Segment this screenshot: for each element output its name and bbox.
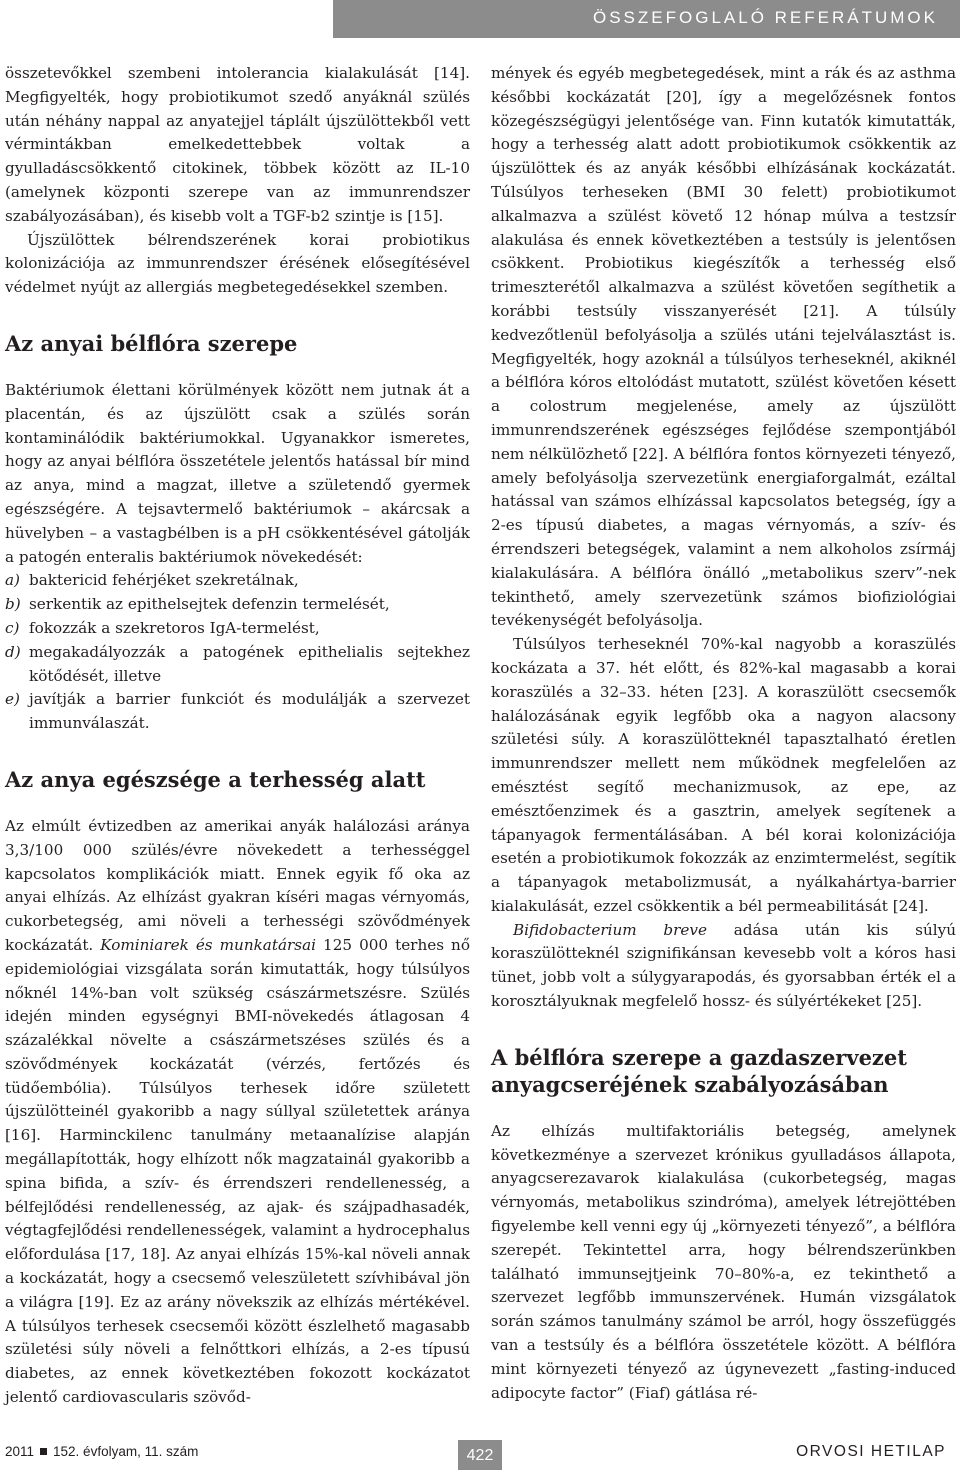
header-bar [333,0,960,38]
section2-paragraph [5,815,470,1410]
list-item [5,617,470,641]
journal-name: ORVOSI HETILAP [796,1443,946,1460]
list-letter: c) [5,618,20,637]
section2-text-1: Az elmúlt évtizedben az amerikai anyák halálozási aránya 3,3/100 000 szülés/évre növekedett a terhességgel kapcsolatos komplikációk miatt. Ennek egyik fő oka az anyai elhízás. Az elhízást gyakran kíséri magas vérnyomás, cukorbetegség, ami növeli a terhességi szövődmények kockázatát. [5,816,470,954]
effects-list [5,569,470,736]
right-paragraph-3-text: adása után kis súlyú koraszülötteknél szignifikánsan kevesebb volt a kóros hasi tünet, jobb volt a súlygyarapodás, és gyorsabban érték el a korosztályuknak megfelelő hossz- és súlyértékeket [25]. [491,920,956,1011]
list-item [5,593,470,617]
list-text: baktericid fehérjéket szekretálnak, [29,571,299,590]
right-paragraph-3 [491,919,956,1014]
section-heading-belflora-anyagcsere: A bélflóra szerepe a gazdaszervezet anyagcseréjének szabályozásában [491,1044,907,1097]
right-column [491,62,956,1405]
page-number [458,1440,502,1470]
right-paragraph-1: mények és egyéb megbetegedések, mint a rák és az asthma későbbi kockázatát [20], így a megelőzésnek fontos közegészségügyi jelentősége van. Finn kutatók kimutatták, hogy a terhesség alatt adott probiotikumok csökkentik az újszülöttek és az anyák későbbi elhízásának kockázatát. Túlsúlyos terheseken (BMI 30 felett) probiotikumot alkalmazva a szülést követő 12 hónap múlva a testzsír alakulása és ennek következtében a testsúly is jelentősen csökkent. Probiotikus kiegészítők a terhesség első trimeszterétől alkalmazva a szülést követően segíthetik a korábbi testsúly visszanyerését [21]. A túlsúly kedvezőtlenül befolyásolja a szülés utáni tejelválasztást is. Megfigyelték, hogy azoknál a túlsúlyos terheseknél, akiknél a bélflóra kóros eltolódást mutatott, szülést követően késett a colostrum megjelenése, amely az újszülött immunrendszerének egészséges fejlődése szempontjából nem nélkülözhető [22]. A bélflóra fontos környezeti tényező, amely befolyásolja szervezetünk energiaforgalmát, ezáltal hatással van számos elhízással kapcsolatos betegség, így a 2-es típusú diabetes, a magas vérnyomás, a szív- és érrendszeri betegségek, valamint a nem alkoholos zsírmáj kialakulására. A bélflóra önálló „metabolikus szerv”-nek tekinthető, amely szervezetünk számos biofiziológiai tevékenységét befolyásolja. [491,64,956,630]
list-letter: a) [5,571,20,590]
section-heading-anyai-belflora: Az anyai bélflóra szerepe [5,330,298,356]
intro-paragraph-1: összetevőkkel szembeni intolerancia kialakulását [14]. Megfigyelték, hogy probiotikumot szedő anyáknál szülés után néhány nappal az anyatejjel táplált újszülöttekből vett vérmintákban emelkedettebbek voltak a gyulladáscsökkentő citokinek, többek között az IL-10 (amelynek központi szerepe van az immunrendszer szabályozásában), és kisebb volt a TGF-b2 szintje is [15]. [5,64,470,225]
section-heading-anya-egeszsege: Az anya egészsége a terhesség alatt [5,766,426,792]
list-text: fokozzák a szekretoros IgA-termelést, [29,618,320,637]
page-number-text: 422 [466,1447,494,1464]
left-column [5,62,470,1410]
list-text: serkentik az epithelsejtek defenzin termelését, [29,595,390,614]
square-bullet-icon [40,1448,47,1455]
footer-issue-info [5,1444,198,1459]
section1-paragraph: Baktériumok élettani körülmények között nem jutnak át a placentán, és az újszülött csak a szülés során kontaminálódik baktériumokkal. Ugyanakkor ismeretes, hogy az anyai bélflóra összetétele jelentős hatással bír mind az anya, mind a magzat, illetve a születendő gyermek egészségére. A tejsavtermelő baktériumok – akárcsak a hüvelyben – a vastagbélben is a pH csökkentésével gátolják a patogén enteralis baktériumok növekedését: [5,380,470,566]
list-letter: e) [5,690,20,709]
section3-paragraph: Az elhízás multifaktoriális betegség, amelynek következménye a szervezet krónikus gyulladásos állapota, anyagcserezavarok kialakulása (cukorbetegség, magas vérnyomás, metabolikus szindróma), amelyek létrejöttében figyelembe kell venni egy új „környezeti tényező”, a bélflóra szerepét. Tekintettel arra, hogy bélrendszerünkben található immunsejtjeink 70–80%-a, ez tekinthető a szervezet legfőbb immunszervének. Humán vizsgálatok során számos tanulmány számol be arról, hogy összefüggés van a testsúly és a bélflóra összetétele között. A bélflóra mint környezeti tényező az úgynevezett „fasting-induced adipocyte factor” (Fiaf) gátlása ré- [491,1121,956,1402]
list-item [5,641,470,689]
right-paragraph-2: Túlsúlyos terheseknél 70%-kal nagyobb a koraszülés kockázata a 37. hét előtt, és 82%-kal magasabb a korai koraszülés a 32–33. héten [23]. A koraszülött csecsemők halálozásának egyik legfőbb oka a nagyon alacsony születési súly. A koraszülötteknél tapasztalható éretlen immunrendszer mellett nem működnek megfelelően az emésztést segítő mechanizmusok, az epe, az emésztőenzimek és a gasztrin, amelyek segítenek a tápanyagok fermentálásában. A bél korai kolonizációja esetén a probiotikumok fokozzák az enzimtermelést, segítik a tápanyagok metabolizmusát, a nyálkahártya-barrier kialakulását, ezzel csökkentik a bél permeabilitását [24]. [491,635,956,915]
list-letter: b) [5,595,21,614]
section-title: ÖSSZEFOGLALÓ REFERÁTUMOK [593,8,938,27]
list-item [5,688,470,736]
intro-paragraph-2: Újszülöttek bélrendszerének korai probiotikus kolonizációja az immunrendszer érésének elősegítésével védelmet nyújt az allergiás megbetegedésekkel szemben. [5,230,470,297]
list-item [5,569,470,593]
list-text: javítják a barrier funkciót és modulálják a szervezet immunválaszát. [29,690,470,733]
author-citation: Kominiarek és munkatársai [100,935,316,954]
footer-year: 2011 [5,1444,35,1459]
footer-volume: 152. évfolyam, 11. szám [53,1444,199,1459]
list-letter: d) [5,642,21,661]
list-text: megakadályozzák a patogének epithelialis sejtekhez kötődését, illetve [29,642,470,685]
section2-text-2: 125 000 terhes nő epidemiológiai vizsgálata során kimutatták, hogy túlsúlyos nőknél 14%-ban volt szükség császármetszésre. Szülés idején minden egységnyi BMI-növekedés átlagosan 4 százalékkal növelte a császármetszéses szülés és a szövődmények kockázatát (vérzés, fertőzés és tüdőembólia). Túlsúlyos terhesek időre született újszülötteinél gyakoribb a nagy súllyal születettek aránya [16]. Harminckilenc tanulmány metaanalízise alapján megállapították, hogy elhízott nők magzatainál gyakoribb a spina bifida, a szív- és érrendszeri rendellenesség, a bélfejlődési rendellenesség, az ajak- és szájpadhasadék, végtagfejlődési rendellenességek, valamint a hydrocephalus előfordulása [17, 18]. Az anyai elhízás 15%-kal növeli annak a kockázatát, hogy a csecsemő veleszületett szívhibával jön a világra [19]. Ez az arány növekszik az elhízás mértékével. A túlsúlyos terhesek csecsemői között észlelhető magasabb születési súly növeli a felnőttkori elhízás, a 2-es típusú diabetes, az ennek következtében fokozott kockázatot jelentő cardiovascularis szövőd- [5,935,470,1407]
species-name: Bifidobacterium breve [513,920,707,939]
